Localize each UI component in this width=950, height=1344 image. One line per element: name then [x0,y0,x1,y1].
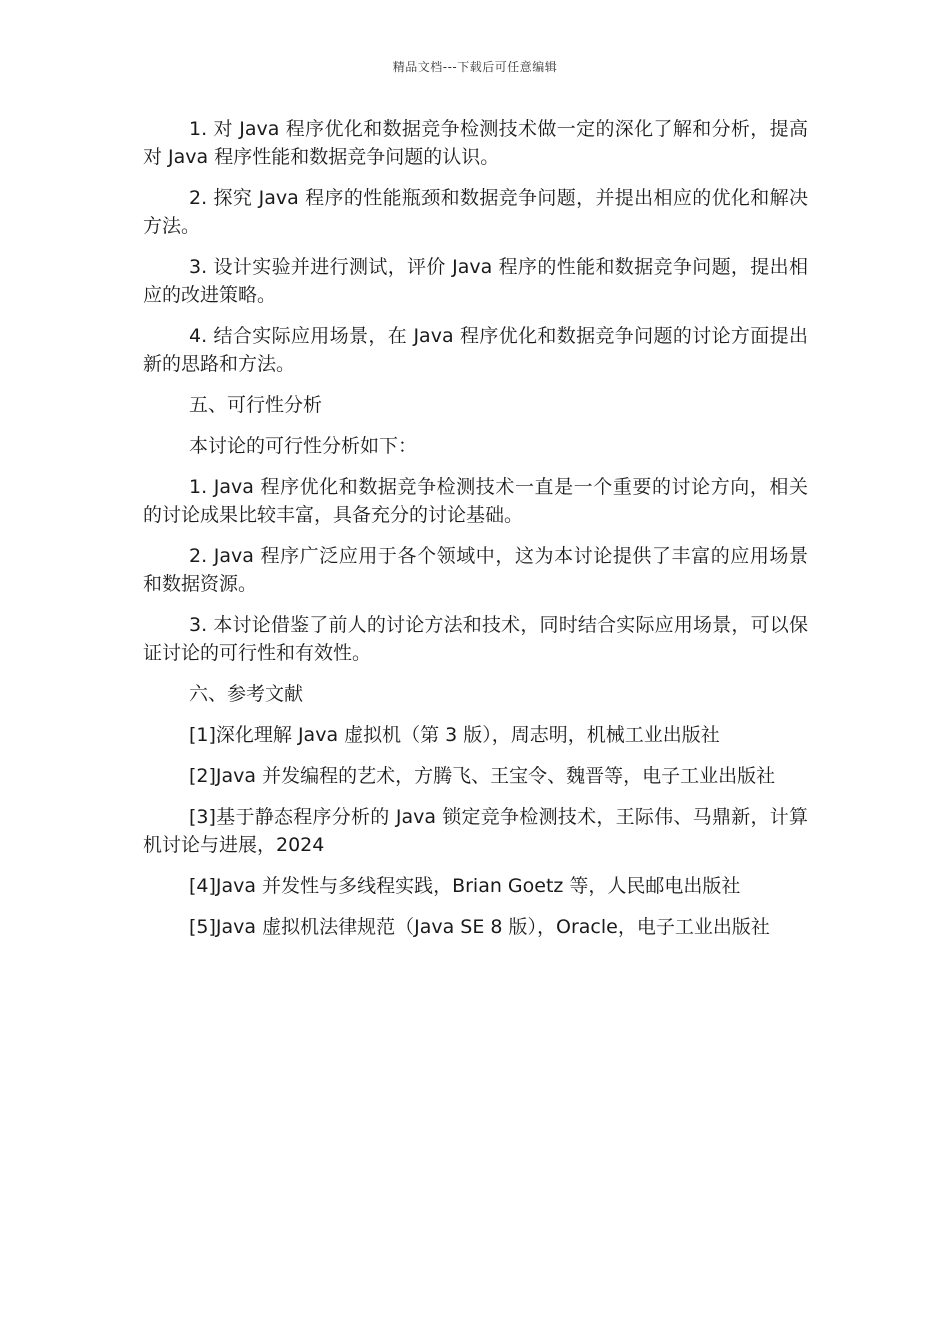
feasibility-item-2: 2. Java 程序广泛应用于各个领域中，这为本讨论提供了丰富的应用场景和数据资源。 [143,545,808,595]
feasibility-intro: 本讨论的可行性分析如下： [189,435,418,457]
objective-item-4: 4. 结合实际应用场景，在 Java 程序优化和数据竞争问题的讨论方面提出新的思路和方法。 [143,325,808,375]
feasibility-item-1: 1. Java 程序优化和数据竞争检测技术一直是一个重要的讨论方向，相关的讨论成果比较丰富，具备充分的讨论基础。 [143,476,808,526]
page-header: 精品文档---下载后可任意编辑 [392,60,558,74]
reference-3: [3]基于静态程序分析的 Java 锁定竞争检测技术，王际伟、马鼎新，计算机讨论与进展，2024 [143,806,808,856]
objective-item-2: 2. 探究 Java 程序的性能瓶颈和数据竞争问题，并提出相应的优化和解决方法。 [143,187,808,237]
reference-1: [1]深化理解 Java 虚拟机（第 3 版），周志明，机械工业出版社 [189,724,720,746]
objective-item-1: 1. 对 Java 程序优化和数据竞争检测技术做一定的深化了解和分析，提高对 Java 程序性能和数据竞争问题的认识。 [143,118,808,168]
reference-4: [4]Java 并发性与多线程实践，Brian Goetz 等，人民邮电出版社 [189,875,741,897]
document-body [143,115,808,954]
reference-2: [2]Java 并发编程的艺术，方腾飞、王宝令、魏晋等，电子工业出版社 [189,765,776,787]
section-heading-references: 六、参考文献 [189,683,304,705]
section-heading-feasibility: 五、可行性分析 [189,394,323,416]
feasibility-item-3: 3. 本讨论借鉴了前人的讨论方法和技术，同时结合实际应用场景，可以保证讨论的可行性和有效性。 [143,614,808,664]
objective-item-3: 3. 设计实验并进行测试，评价 Java 程序的性能和数据竞争问题，提出相应的改进策略。 [143,256,808,306]
reference-5: [5]Java 虚拟机法律规范（Java SE 8 版），Oracle，电子工业出版社 [189,916,770,938]
